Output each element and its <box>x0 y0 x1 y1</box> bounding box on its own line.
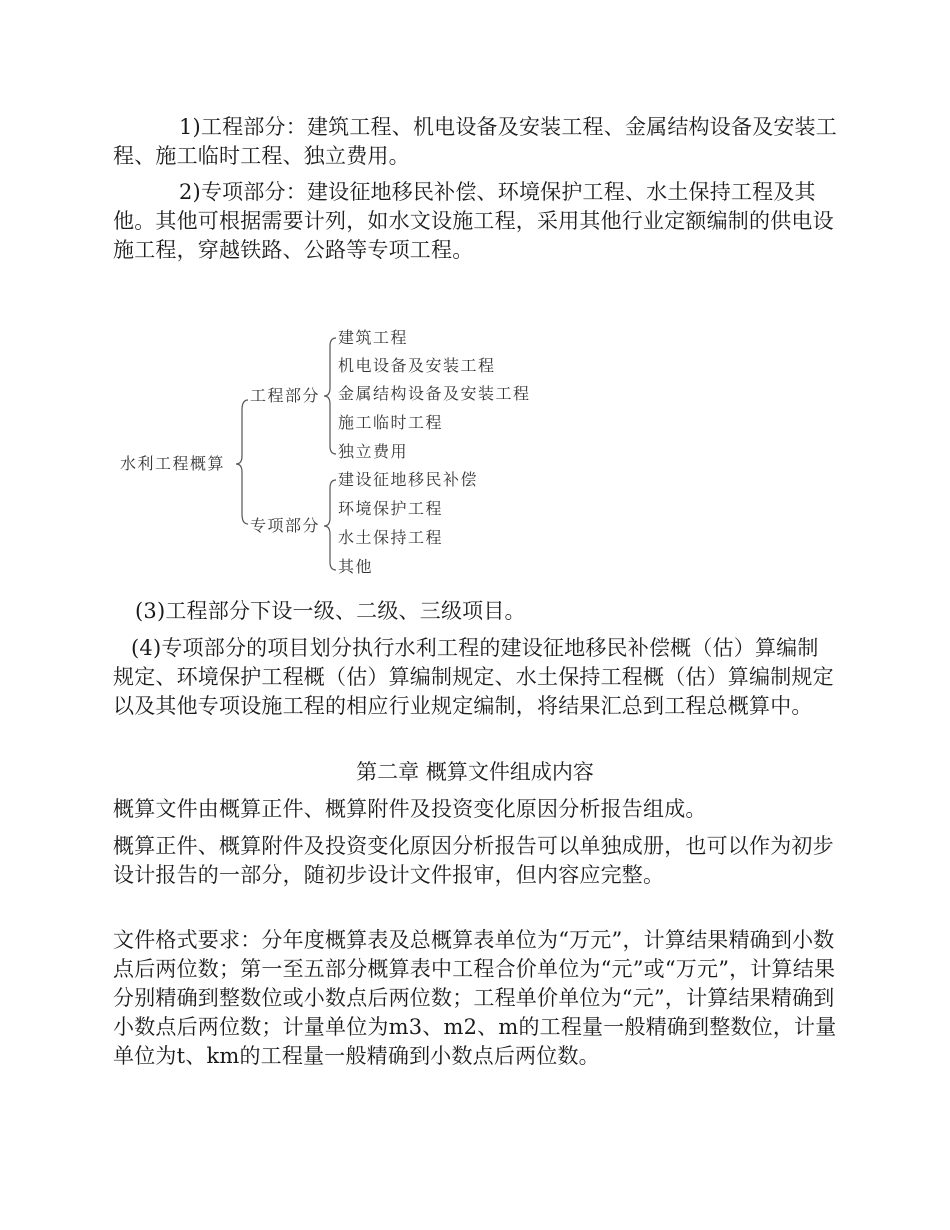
tree-item: 建设征地移民补偿 <box>338 470 479 489</box>
tree-item: 机电设备及安装工程 <box>338 356 496 375</box>
paragraph-engineering-part: 1)工程部分：建筑工程、机电设备及安装工程、金属结构设备及安装工程、施工临时工程、独立费用。 <box>113 115 837 168</box>
tree-item: 环境保护工程 <box>338 499 444 518</box>
tree-branch-engineering: 工程部分 <box>250 386 321 405</box>
paragraph-binding: 概算正件、概算附件及投资变化原因分析报告可以单独成册，也可以作为初步设计报告的一部分，随初步设计文件报审，但内容应完整。 <box>113 834 834 887</box>
tree-branch-special: 专项部分 <box>250 516 321 535</box>
root-brace <box>236 400 248 524</box>
special-brace <box>324 480 336 570</box>
estimate-structure-tree <box>110 318 610 588</box>
paragraph-special-part: 2)专项部分：建设征地移民补偿、环境保护工程、水土保持工程及其他。其他可根据需要计列，如水文设施工程，采用其他行业定额编制的供电设施工程，穿越铁路、公路等专项工程。 <box>113 180 834 262</box>
tree-root-label: 水利工程概算 <box>120 454 226 473</box>
tree-item: 金属结构设备及安装工程 <box>338 384 531 403</box>
tree-item: 其他 <box>338 557 374 576</box>
tree-item: 建筑工程 <box>338 328 409 347</box>
tree-item: 施工临时工程 <box>338 413 444 432</box>
chapter-title: 第二章 概算文件组成内容 <box>356 760 594 784</box>
tree-item: 独立费用 <box>338 442 409 461</box>
paragraph-composition: 概算文件由概算正件、概算附件及投资变化原因分析报告组成。 <box>113 797 707 821</box>
paragraph-format-requirements: 文件格式要求：分年度概算表及总概算表单位为“万元”，计算结果精确到小数点后两位数；第一至五部分概算表中工程合价单位为“元”或“万元”，计算结果分别精确到整数位或小数点后两位数；工程单价单位为“元”，计算结果精确到小数点后两位数；计量单位为m3、m2、m的工程量一般精确到整数位，计量单位为t、km的工程量一般精确到小数点后两位数。 <box>113 928 837 1068</box>
paragraph-item-4: (4)专项部分的项目划分执行水利工程的建设征地移民补偿概（估）算编制规定、环境保护工程概（估）算编制规定、水土保持工程概（估）算编制规定以及其他专项设施工程的相应行业规定编制，将结果汇总到工程总概算中。 <box>113 636 834 718</box>
tree-item: 水土保持工程 <box>338 528 444 547</box>
engineering-brace <box>324 338 336 454</box>
paragraph-item-3: (3)工程部分下设一级、二级、三级项目。 <box>135 599 526 623</box>
